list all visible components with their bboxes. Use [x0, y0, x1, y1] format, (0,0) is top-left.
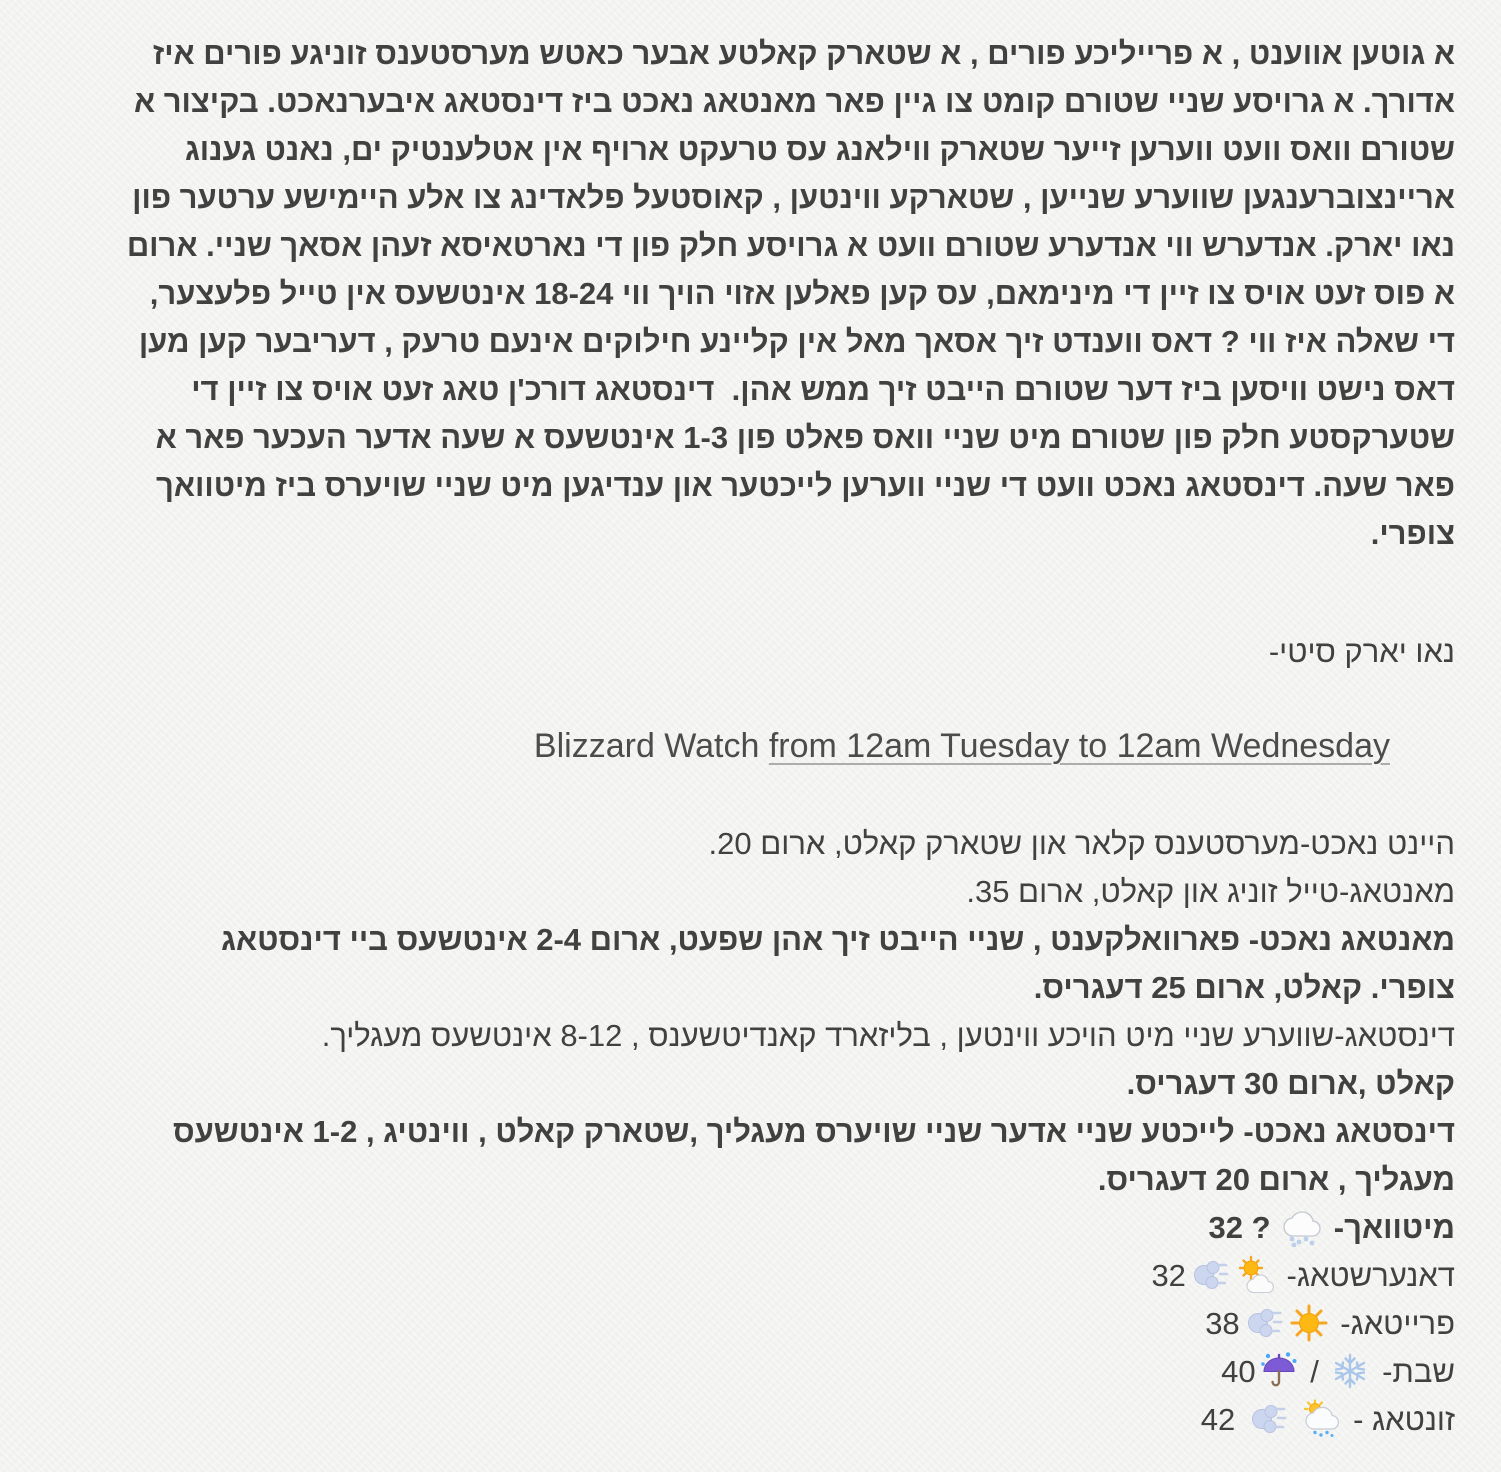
day-row-thursday — [46, 1252, 1455, 1300]
forecast-line: מעגליך , ארום 20 דעגריס. — [1097, 1162, 1455, 1197]
wind-gust-icon — [1189, 1255, 1229, 1295]
day-row-text: / — [1301, 1354, 1328, 1389]
intro-line: א פוס זעט אויס צו זיין די מינימאם, עס קען פאלען אזוי הויך ווי 18-24 אינטשעס אין טייל פלעצער, — [149, 276, 1455, 311]
intro-line: א גוטען אווענט , א פרייליכע פורים , א שטארק קאלטע אבער כאטש מערסטענס זוניגע פורים איז — [152, 36, 1455, 71]
headline-text: Blizzard Watch — [533, 727, 769, 765]
headline-dates-link[interactable]: from 12am Tuesday to 12am Wednesday — [768, 727, 1390, 765]
wind-gust-icon — [1247, 1399, 1287, 1439]
forecast-line: צופרי. קאלט, ארום 25 דעגריס. — [1033, 970, 1455, 1005]
day-row-text: 42 — [1200, 1402, 1244, 1437]
intro-line: די שאלה איז ווי ? דאס ווענדט זיך אסאך מאל אין קליינע חילוקים אינעם טרעק , דעריבער קען מען — [138, 324, 1455, 359]
intro-line: פאר שעה. דינסטאג נאכט וועט די שניי ווערען לייכטער און ענדיגען מיט שניי שויערס ביז מיטוואך — [156, 468, 1455, 503]
intro-line: דאס נישט וויסען ביז דער שטורם הייבט זיך ממש אהן. דינסטאג דורכ'ן טאג זעט אויס צו זיין די — [191, 372, 1455, 407]
wind-gust-icon — [1243, 1303, 1283, 1343]
day-row-text — [1290, 1402, 1299, 1437]
intro-line: נאו יארק. אנדערש ווי אנדערע שטורם וועט א גרויסע חלק פון די נארטאיסא זעהן אסאך שניי. ארום — [126, 228, 1455, 263]
intro-paragraph — [46, 30, 1455, 558]
forecast-line: קאלט ,ארום 30 דעגריס. — [1126, 1066, 1455, 1101]
forecast-line: דינסטאג-שווערע שניי מיט הויכע ווינטען , בליזארד קאנדיטשענס , 8-12 אינטשעס מעגליך. — [321, 1018, 1455, 1053]
day-row-sunday — [46, 1396, 1455, 1444]
cloud-snow-icon — [1282, 1207, 1322, 1247]
blizzard-watch-headline — [46, 722, 1455, 770]
intro-line: שטערקסטע חלק פון שטורם מיט שניי וואס פאלט פון 1-3 אינטשעס א שעה אדער העכער פאר א — [155, 420, 1455, 455]
day-row-text: שבת- — [1373, 1354, 1455, 1389]
forecast-line: מאנטאג-טייל זוניג און קאלט, ארום 35. — [966, 874, 1455, 909]
intro-line: אריינצוברענגען שווערע שנייען , שטארקע ווינטען , קאוסטעל פלאדינג צו אלע היימישע ערטער פון — [132, 180, 1455, 215]
intro-line: אדורך. א גרויסע שניי שטורם קומט צו גיין פאר מאנטאג נאכט ביז דינסטאג איבערנאכט. בקיצור א — [133, 84, 1455, 119]
sun-icon — [1289, 1303, 1329, 1343]
intro-line: שטורם וואס וועט ווערען זייער שטארק ווילאנג עס טרעקט ארויף אין אטלענטיק ים, נאנט גענוג — [184, 132, 1455, 167]
day-row-text: 40 — [1221, 1354, 1256, 1389]
intro-line: צופרי. — [1370, 516, 1455, 551]
day-row-text: 32 — [1151, 1258, 1186, 1293]
sun-small-cloud-icon — [1235, 1255, 1275, 1295]
umbrella-rain-icon — [1259, 1351, 1299, 1391]
day-row-text: זונטאג - — [1344, 1402, 1455, 1437]
snowflake-icon — [1330, 1351, 1370, 1391]
day-row-saturday — [46, 1348, 1455, 1396]
day-row-text: דאנערשטאג- — [1277, 1258, 1455, 1293]
day-row-friday — [46, 1300, 1455, 1348]
sun-rain-cloud-icon — [1302, 1399, 1342, 1439]
city-heading: נאו יארק סיטי- — [1268, 634, 1455, 669]
forecast-line: דינסטאג נאכט- לייכטע שניי אדער שניי שויערס מעגליך ,שטארק קאלט , ווינטיג , 1-2 אינטשעס — [172, 1114, 1455, 1149]
forecast-section — [46, 820, 1455, 1444]
forecast-line: מאנטאג נאכט- פארוואלקענט , שניי הייבט זיך אהן שפעט, ארום 2-4 אינטשעס ביי דינסטאג — [221, 922, 1455, 957]
forecast-line: היינט נאכט-מערסטענס קלאר און שטארק קאלט, ארום 20. — [708, 826, 1455, 861]
day-row-text: פרייטאג- — [1331, 1306, 1455, 1341]
day-row-text: 38 — [1205, 1306, 1240, 1341]
day-row-text: ? 32 — [1208, 1210, 1280, 1245]
day-row-text: מיטוואך- — [1325, 1210, 1455, 1245]
day-row-wednesday — [46, 1204, 1455, 1252]
